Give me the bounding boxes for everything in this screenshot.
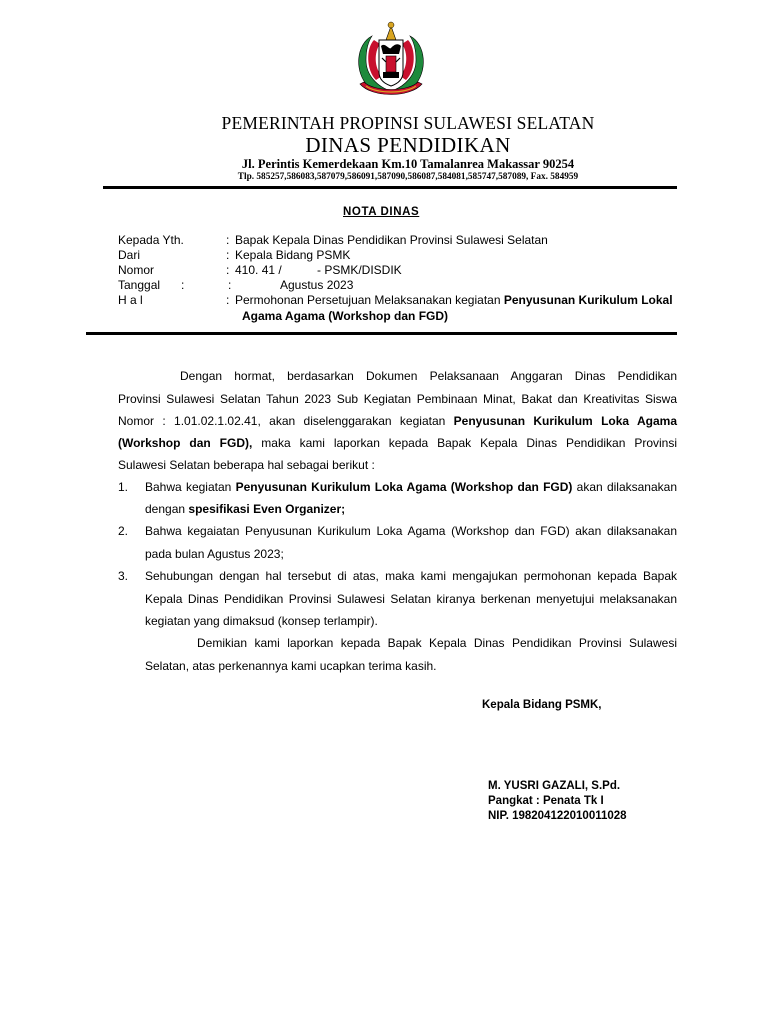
body-line-5: Sulawesi Selatan beberapa hal sebagai berikut : bbox=[118, 458, 375, 472]
list-item-text: dengan bbox=[145, 502, 186, 516]
field-label: Nomor bbox=[118, 263, 155, 277]
field-colon: : bbox=[226, 293, 230, 307]
list-item-bold: spesifikasi Even Organizer; bbox=[188, 502, 346, 516]
list-item-2-line-1: Bahwa kegaiatan Penyusunan Kurikulum Loka Agama (Workshop dan FGD) akan dilaksanakan bbox=[145, 524, 677, 538]
closing-line-2: Selatan, atas perkenannya kami ucapkan terima kasih. bbox=[145, 659, 437, 673]
body-line-3 bbox=[118, 414, 677, 428]
field-value bbox=[235, 293, 673, 307]
list-item-2-line-2: pada bulan Agustus 2023; bbox=[145, 547, 284, 561]
body-line-4-bold: (Workshop dan FGD), bbox=[118, 436, 253, 450]
field-colon: : bbox=[226, 263, 230, 277]
field-value: Bapak Kepala Dinas Pendidikan Provinsi Sulawesi Selatan bbox=[235, 233, 548, 247]
letterhead-divider bbox=[103, 186, 677, 189]
subject-bold-text: Penyusunan Kurikulum Lokal bbox=[503, 293, 673, 307]
field-colon-extra: : bbox=[181, 278, 185, 292]
list-item-number: 2. bbox=[118, 524, 129, 538]
agency-phones: Tlp. 585257,586083,587079,586091,587090,586087,584081,585747,587089, Fax. 584959 bbox=[237, 172, 579, 182]
field-label: H a l bbox=[118, 293, 143, 307]
field-value: Kepala Bidang PSMK bbox=[235, 248, 351, 262]
field-value: Agustus 2023 bbox=[280, 278, 354, 292]
government-name: PEMERINTAH PROPINSI SULAWESI SELATAN bbox=[221, 113, 595, 133]
header-divider bbox=[86, 332, 677, 335]
body-line-4-text: maka kami laporkan kepada Bapak Kepala Dinas Pendidikan Provinsi bbox=[261, 436, 678, 450]
body-line-4 bbox=[118, 436, 677, 450]
province-emblem-logo bbox=[352, 20, 430, 100]
field-value-number: 410. 41 / bbox=[235, 263, 282, 277]
subject-text: Permohonan Persetujuan Melaksanakan kegiatan bbox=[235, 293, 501, 307]
field-label: Tanggal bbox=[118, 278, 161, 292]
closing-line-1: Demikian kami laporkan kepada Bapak Kepala Dinas Pendidikan Provinsi Sulawesi bbox=[197, 636, 677, 650]
field-value-line2 bbox=[242, 309, 448, 323]
list-item-text: Bahwa kegiatan bbox=[145, 480, 232, 494]
signature-position: Kepala Bidang PSMK, bbox=[482, 699, 602, 711]
signature-nip: NIP. 198204122010011028 bbox=[488, 810, 627, 822]
body-line-3-text: Nomor : 1.01.02.1.02.41, akan diselenggarakan kegiatan bbox=[118, 414, 446, 428]
list-item-1-line-1 bbox=[145, 480, 677, 494]
field-colon: : bbox=[226, 233, 230, 247]
body-line-3-bold: Penyusunan Kurikulum Loka Agama bbox=[453, 414, 677, 428]
body-line-2: Provinsi Sulawesi Selatan Tahun 2023 Sub Kegiatan Pembinaan Minat, Bakat dan Kreativitas Siswa bbox=[118, 392, 677, 406]
list-item-3-line-3: kegiatan yang dimaksud (konsep terlampir). bbox=[145, 614, 378, 628]
signature-rank: Pangkat : Penata Tk I bbox=[488, 795, 604, 807]
list-item-3-line-2: Kepala Dinas Pendidikan Provinsi Sulawesi Selatan kiranya berkenan menyetujui melaksanakan bbox=[145, 592, 677, 606]
field-colon: : bbox=[228, 278, 232, 292]
field-value-suffix: - PSMK/DISDIK bbox=[317, 263, 402, 277]
field-label: Kepada Yth. bbox=[118, 233, 184, 247]
subject-bold-text-line2: Agama Agama (Workshop dan FGD) bbox=[242, 309, 449, 323]
list-item-number: 3. bbox=[118, 569, 129, 583]
list-item-3-line-1: Sehubungan dengan hal tersebut di atas, maka kami mengajukan permohonan kepada Bapak bbox=[145, 569, 677, 583]
list-item-number: 1. bbox=[118, 480, 129, 494]
body-line-1: Dengan hormat, berdasarkan Dokumen Pelaksanaan Anggaran Dinas Pendidikan bbox=[180, 369, 677, 383]
field-label: Dari bbox=[118, 248, 141, 262]
document-title: NOTA DINAS bbox=[343, 206, 420, 218]
field-colon: : bbox=[226, 248, 230, 262]
list-item-1-line-2 bbox=[145, 502, 345, 516]
agency-address: Jl. Perintis Kemerdekaan Km.10 Tamalanrea Makassar 90254 bbox=[241, 157, 575, 171]
list-item-bold: Penyusunan Kurikulum Loka Agama (Workshop dan FGD) bbox=[235, 480, 573, 494]
agency-name: DINAS PENDIDIKAN bbox=[305, 133, 511, 157]
signature-name: M. YUSRI GAZALI, S.Pd. bbox=[488, 780, 621, 792]
list-item-text: akan dilaksanakan bbox=[576, 480, 677, 494]
